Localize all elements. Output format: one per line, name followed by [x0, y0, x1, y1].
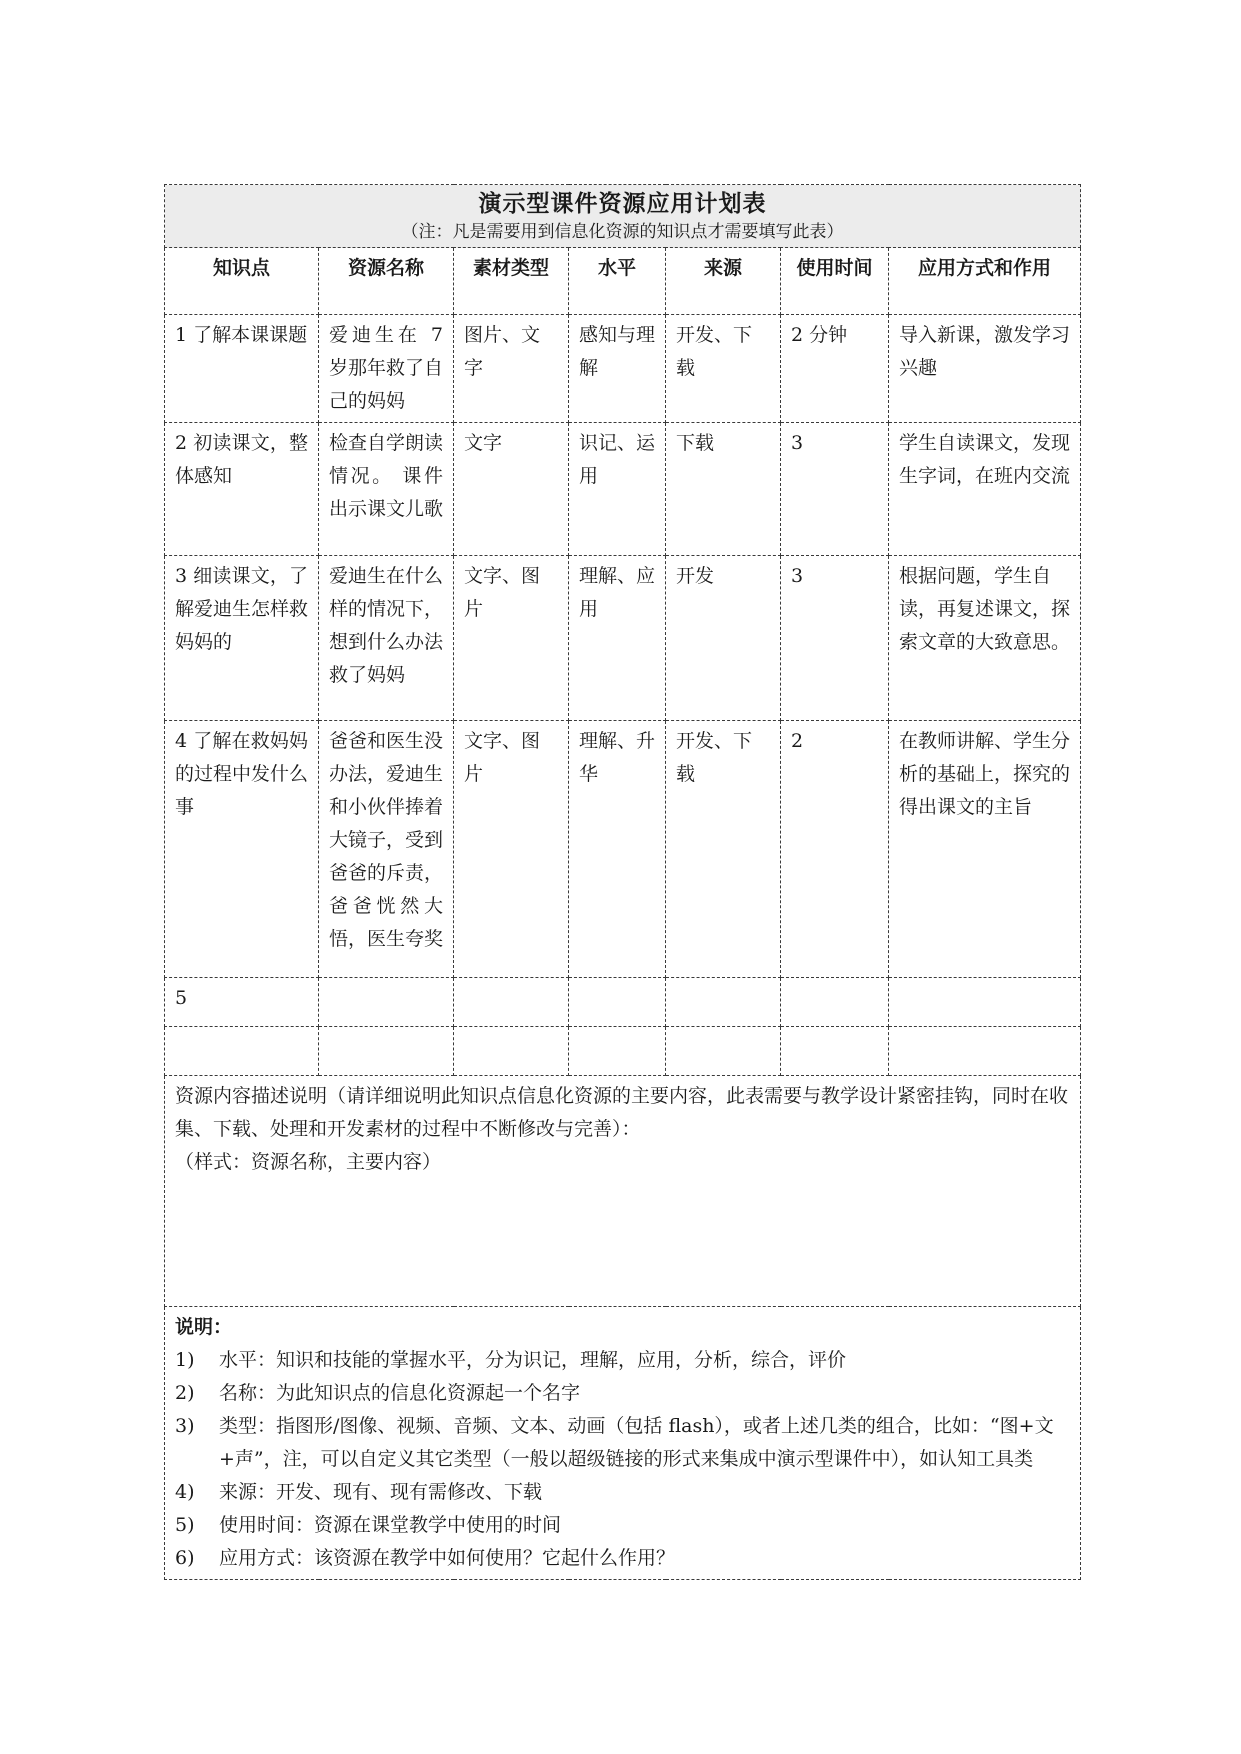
cell-material-type	[454, 1027, 569, 1076]
cell-knowledge-point: 1 了解本课课题	[165, 315, 319, 423]
header-resource-name: 资源名称	[319, 248, 454, 315]
table-row	[165, 1027, 1081, 1076]
resource-plan-table	[164, 184, 1081, 1580]
resource-plan-document	[164, 184, 1080, 1580]
note-number: 4)	[175, 1481, 195, 1503]
table-row	[165, 315, 1081, 423]
note-text: 应用方式：该资源在教学中如何使用？它起什么作用？	[219, 1547, 676, 1569]
note-number: 6)	[175, 1547, 195, 1569]
table-row	[165, 721, 1081, 978]
cell-level	[569, 1027, 666, 1076]
cell-application	[889, 978, 1081, 1027]
cell-usage-time: 2 分钟	[781, 315, 889, 423]
cell-source	[666, 978, 781, 1027]
note-text: 名称：为此知识点的信息化资源起一个名字	[219, 1382, 581, 1404]
note-item	[175, 1542, 1070, 1575]
cell-source: 开发、下载	[666, 721, 781, 978]
note-item	[175, 1476, 1070, 1509]
title-cell	[165, 185, 1081, 248]
cell-resource-name	[319, 1027, 454, 1076]
note-number: 2)	[175, 1382, 195, 1404]
table-row	[165, 423, 1081, 556]
cell-usage-time: 2	[781, 721, 889, 978]
cell-source: 开发	[666, 556, 781, 721]
description-style-hint: （样式：资源名称，主要内容）	[175, 1151, 442, 1173]
notes-cell	[165, 1307, 1081, 1580]
cell-material-type: 文字	[454, 423, 569, 556]
table-row	[165, 978, 1081, 1027]
header-material-type: 素材类型	[454, 248, 569, 315]
note-item	[175, 1377, 1070, 1410]
page-title: 演示型课件资源应用计划表	[478, 191, 767, 217]
page-subtitle: （注：凡是需要用到信息化资源的知识点才需要填写此表）	[401, 222, 844, 242]
cell-resource-name	[319, 978, 454, 1027]
cell-application	[889, 1027, 1081, 1076]
header-knowledge-point: 知识点	[165, 248, 319, 315]
cell-resource-name: 爸爸和医生没办法，爱迪生和小伙伴捧着大镜子，受到爸爸的斥责，爸爸恍然大悟，医生夸奖	[319, 721, 454, 978]
note-number: 1)	[175, 1349, 195, 1371]
cell-knowledge-point	[165, 1027, 319, 1076]
note-text: 水平：知识和技能的掌握水平，分为识记，理解，应用，分析，综合，评价	[219, 1349, 847, 1371]
note-item	[175, 1509, 1070, 1542]
cell-level: 理解、升华	[569, 721, 666, 978]
description-row	[165, 1076, 1081, 1307]
cell-level: 感知与理解	[569, 315, 666, 423]
cell-source: 下载	[666, 423, 781, 556]
cell-application: 导入新课，激发学习兴趣	[889, 315, 1081, 423]
note-number: 5)	[175, 1514, 195, 1536]
cell-usage-time	[781, 978, 889, 1027]
note-text: 来源：开发、现有、现有需修改、下载	[219, 1481, 543, 1503]
description-text: 资源内容描述说明（请详细说明此知识点信息化资源的主要内容，此表需要与教学设计紧密挂钩，同时在收集、下载、处理和开发素材的过程中不断修改与完善）：	[175, 1085, 1069, 1140]
note-item	[175, 1410, 1070, 1476]
cell-resource-name: 爱迪生在什么样的情况下，想到什么办法救了妈妈	[319, 556, 454, 721]
cell-level: 识记、运用	[569, 423, 666, 556]
cell-application: 根据问题，学生自读，再复述课文，探索文章的大致意思。	[889, 556, 1081, 721]
cell-usage-time	[781, 1027, 889, 1076]
cell-source: 开发、下载	[666, 315, 781, 423]
cell-material-type: 文字、图片	[454, 721, 569, 978]
header-usage-time: 使用时间	[781, 248, 889, 315]
cell-knowledge-point: 3 细读课文，了解爱迪生怎样救妈妈的	[165, 556, 319, 721]
cell-usage-time: 3	[781, 423, 889, 556]
cell-material-type: 文字、图片	[454, 556, 569, 721]
cell-material-type: 图片、文字	[454, 315, 569, 423]
cell-knowledge-point: 2 初读课文，整体感知	[165, 423, 319, 556]
note-text: 使用时间：资源在课堂教学中使用的时间	[219, 1514, 562, 1536]
cell-resource-name: 爱迪生在 7 岁那年救了自己的妈妈	[319, 315, 454, 423]
header-level: 水平	[569, 248, 666, 315]
cell-usage-time: 3	[781, 556, 889, 721]
cell-application: 在教师讲解、学生分析的基础上，探究的得出课文的主旨	[889, 721, 1081, 978]
header-application: 应用方式和作用	[889, 248, 1081, 315]
table-row	[165, 556, 1081, 721]
cell-level	[569, 978, 666, 1027]
notes-row	[165, 1307, 1081, 1580]
description-cell	[165, 1076, 1081, 1307]
note-number: 3)	[175, 1415, 195, 1437]
table-header-row	[165, 248, 1081, 315]
cell-material-type	[454, 978, 569, 1027]
note-text: 类型：指图形/图像、视频、音频、文本、动画（包括 flash），或者上述几类的组合，比如：“图+文+声”，注，可以自定义其它类型（一般以超级链接的形式来集成中演示型课件中），如认知工具类	[219, 1415, 1054, 1470]
cell-knowledge-point: 4 了解在救妈妈的过程中发什么事	[165, 721, 319, 978]
notes-title: 说明：	[175, 1316, 233, 1338]
cell-resource-name: 检查自学朗读情况。 课件出示课文儿歌	[319, 423, 454, 556]
cell-source	[666, 1027, 781, 1076]
cell-level: 理解、应用	[569, 556, 666, 721]
header-source: 来源	[666, 248, 781, 315]
cell-application: 学生自读课文，发现生字词，在班内交流	[889, 423, 1081, 556]
note-item	[175, 1344, 1070, 1377]
cell-knowledge-point: 5	[165, 978, 319, 1027]
